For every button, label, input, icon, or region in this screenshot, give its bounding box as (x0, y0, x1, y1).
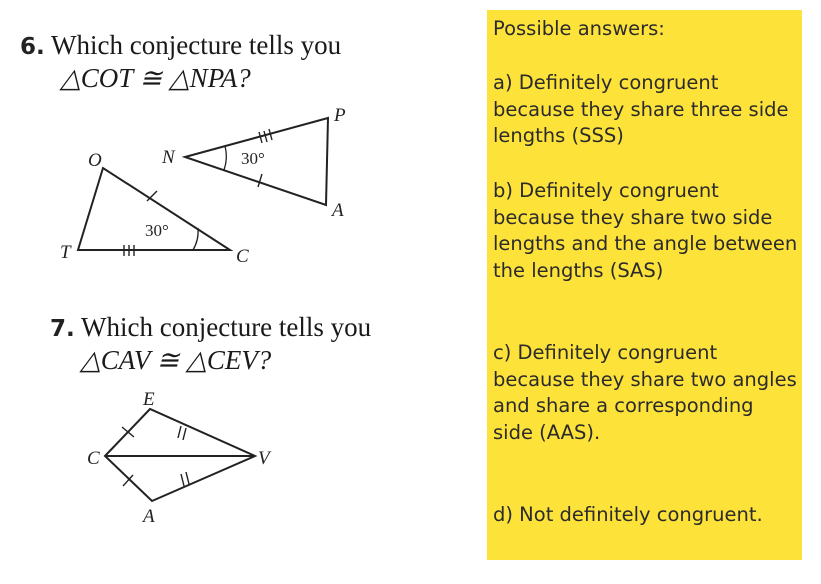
vertex-label-a: A (332, 200, 344, 221)
vertex-label-a: A (143, 506, 155, 525)
vertex-label-e: E (143, 389, 155, 410)
vertex-label-c: C (236, 246, 249, 267)
congruence-statement: △COT ≅ △NPA? (60, 63, 251, 93)
vertex-label-c: C (87, 448, 100, 469)
tick-mark (258, 174, 262, 187)
congruence-statement: △CAV ≅ △CEV? (80, 345, 272, 375)
angle-label: 30° (145, 221, 169, 240)
figure-triangles-cot-npa (50, 100, 430, 270)
question-number: 6. (20, 34, 45, 60)
answers-heading: Possible answers: (493, 17, 665, 40)
answer-option-a: a) Definitely congruent because they share three side lengths (SSS) (493, 71, 789, 147)
vertex-label-t: T (60, 242, 71, 263)
question-6 (20, 30, 341, 94)
vertex-label-v: V (258, 448, 270, 469)
angle-label: 30° (241, 149, 265, 168)
angle-arc (224, 146, 226, 170)
question-7 (50, 312, 371, 376)
answer-option-d: d) Not definitely congruent. (493, 503, 763, 526)
angle-arc (193, 228, 198, 250)
question-prompt: Which conjecture tells you (81, 312, 372, 342)
figure-kite-caev (80, 385, 310, 525)
vertex-label-o: O (88, 150, 102, 171)
vertex-label-p: P (334, 105, 346, 126)
question-prompt: Which conjecture tells you (51, 30, 342, 60)
answer-option-c: c) Definitely congruent because they share two angles and share a corresponding side (AAS). (493, 341, 797, 444)
answers-panel (487, 10, 802, 560)
vertex-label-n: N (162, 147, 175, 168)
question-number: 7. (50, 316, 75, 342)
answer-option-b: b) Definitely congruent because they share two side lengths and the angle between the lengths (SAS) (493, 179, 798, 282)
